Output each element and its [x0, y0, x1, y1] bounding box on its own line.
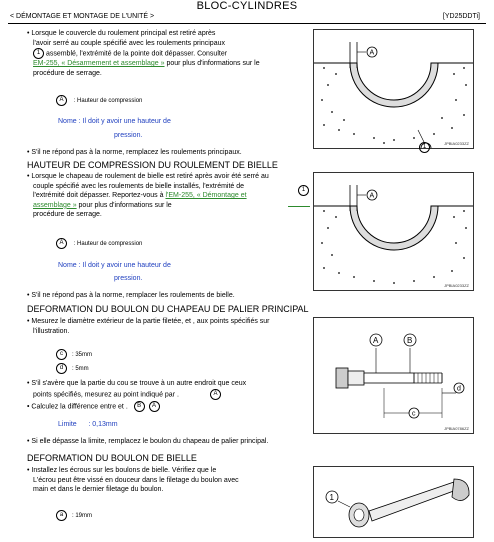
fig1-callout-1: 1: [419, 142, 430, 153]
em255-link-3[interactable]: assemblage »: [33, 201, 77, 209]
section1-text: [27, 29, 317, 78]
s1-legend-a: A : Hauteur de compression: [56, 95, 142, 107]
s3-bullet4: • Si elle dépasse la limite, remplacez le boulon du chapeau de palier principal.: [27, 438, 269, 445]
s3-legend-d: d : 5mm: [56, 363, 89, 375]
s4-line3: main et dans le dernier filetage du boulon.: [33, 486, 164, 494]
s2-line3: l'extrémité doit dépasser. Reportez-vous à l'EM-255, « Démontage et: [33, 192, 247, 200]
s3-legend-c: c : 35mm: [56, 349, 92, 361]
bolt-diagram: [314, 318, 473, 433]
s3-line2: l'illustration.: [33, 327, 70, 335]
s2-legend-a: A : Hauteur de compression: [56, 238, 142, 250]
s1-line3: 1 assemblé, l'extrémité de la pointe doit dépasser. Consulter: [27, 48, 317, 59]
s1-bullet2: • S'il ne répond pas à la norme, remplacez les roulements principaux.: [27, 149, 242, 156]
s1-line4: EM-255, « Désarmement et assemblage » pour plus d'informations sur le: [33, 60, 260, 68]
s2-side-callout-1: 1: [298, 185, 309, 196]
model-code: [YD25DDTi]: [442, 13, 480, 20]
fig3-id: JPBIA0786ZZ: [444, 426, 469, 431]
s4-heading: DEFORMATION DU BOULON DE BIELLE: [27, 453, 197, 463]
fig4-callout-1: 1: [329, 493, 334, 502]
s2-line4: assemblage » pour plus d'informations sur le: [33, 201, 172, 209]
s1-note-line1: Nome : Il doit y avoir une hauteur de: [58, 118, 171, 125]
s2-line5: procédure de serrage.: [33, 211, 102, 219]
s4-legend-a: a : 19mm: [56, 510, 92, 522]
s2-line1: • Lorsque le chapeau de roulement de bielle est retiré après avoir été serré au: [27, 173, 269, 180]
em255-link-2[interactable]: l'EM-255, « Démontage et: [165, 192, 247, 200]
fig1-id: JPBIA0233ZZ: [444, 141, 469, 146]
s3-bullet2: • S'il s'avère que la partie du cou se trouve à un autre endroit que ceux points spécifiés, mesurez au point indiqué par . A: [27, 380, 247, 398]
s4-line1: • Installez les écrous sur les boulons de bielle. Vérifiez que le: [27, 467, 217, 474]
fig3-callout-d: d: [457, 385, 461, 393]
s1-note-line2: pression.: [114, 132, 143, 139]
s1-line2: l'avoir serré au couple spécifié avec les roulements principaux: [33, 39, 225, 47]
fig3-callout-a: A: [373, 336, 379, 345]
header-divider: [8, 23, 486, 24]
s2-heading: HAUTEUR DE COMPRESSION DU ROULEMENT DE BIELLE: [27, 160, 278, 170]
s1-line5: procédure de serrage.: [33, 69, 102, 77]
s3-bullet3: • Calculez la différence entre et . B A: [27, 401, 160, 412]
conrod-bearing-figure: [313, 172, 474, 291]
section4-text: [27, 466, 307, 495]
fig2-id: JPBIA0233ZZ: [444, 283, 469, 288]
s2-note-line2: pression.: [114, 275, 143, 282]
fig3-callout-c: c: [412, 410, 416, 418]
fig2-callout-a: A: [369, 192, 375, 200]
s2-link-underline: [288, 206, 310, 207]
conrod-bolt-figure: [313, 466, 474, 538]
section3-text: [27, 317, 307, 336]
fig3-callout-b: B: [407, 336, 413, 345]
s1-line1: • Lorsque le couvercle du roulement principal est retiré après: [27, 30, 216, 37]
callout-1: 1: [33, 48, 44, 59]
section2-text: [27, 172, 302, 220]
s3-callout-a: A: [210, 389, 221, 400]
s2-note-line1: Nome : Il doit y avoir une hauteur de: [58, 262, 171, 269]
s3-limit: Limite : 0,13mm: [58, 421, 118, 428]
s3-line1: • Mesurez le diamètre extérieur de la partie filetée, et , aux points spécifiés sur: [27, 318, 270, 325]
s4-line2: L'écrou peut être vissé en douceur dans le filetage du boulon avec: [33, 476, 239, 484]
em255-link-1[interactable]: EM-255, « Désarmement et assemblage »: [33, 60, 165, 68]
conrod-bolt-diagram: [314, 467, 473, 537]
conrod-bearing-diagram: [314, 173, 473, 290]
main-bearing-diagram: [314, 30, 473, 148]
s2-line2: couple spécifié avec les roulements de bielle installés, l'extrémité de: [33, 182, 245, 190]
bolt-figure: [313, 317, 474, 434]
s3-heading: DEFORMATION DU BOULON DU CHAPEAU DE PALIER PRINCIPAL: [27, 304, 309, 314]
page-title: BLOC-CYLINDRES: [196, 0, 298, 12]
fig1-callout-a: A: [369, 49, 375, 57]
section-breadcrumb: < DÉMONTAGE ET MONTAGE DE L'UNITÉ >: [10, 13, 155, 20]
s2-bullet2: • S'il ne répond pas à la norme, remplacer les roulements de bielle.: [27, 292, 235, 299]
main-bearing-figure: [313, 29, 474, 149]
